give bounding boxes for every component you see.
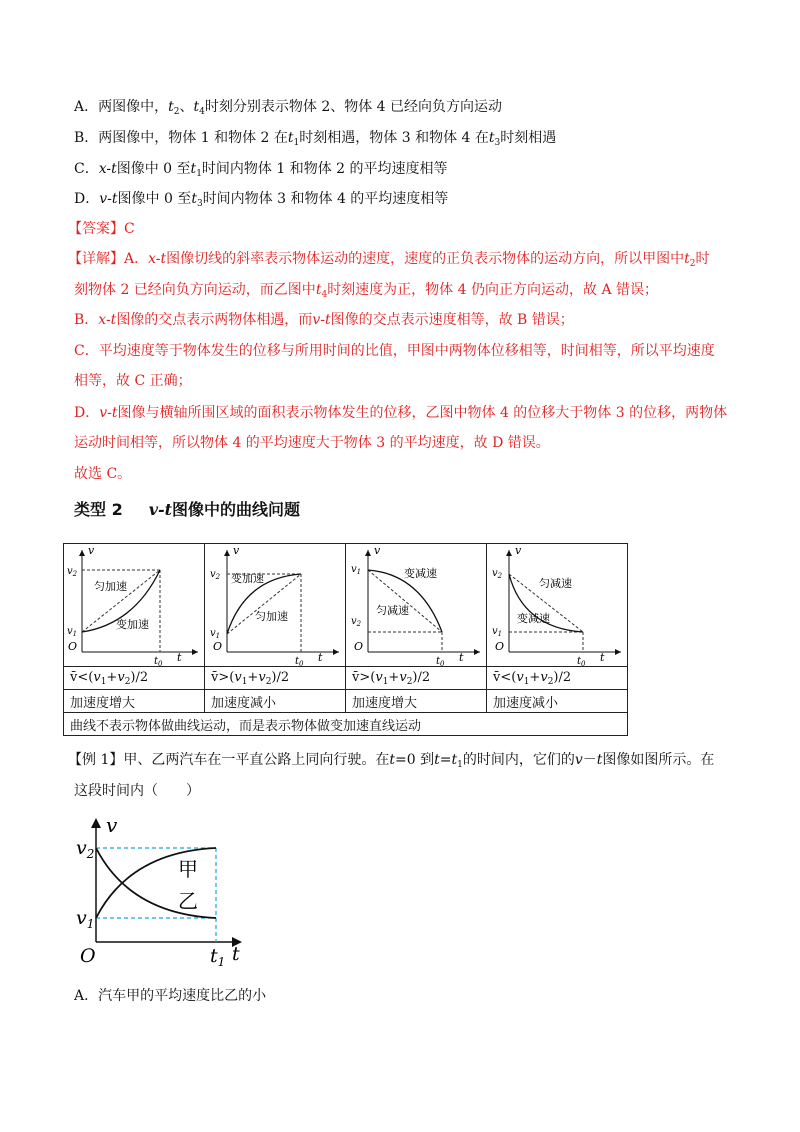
- detail-line-2: 刻物体 2 已经向负方向运动，而乙图中$t_4$时刻速度为正，物体 4 仍向正方向运动，故 A 错误；: [74, 282, 659, 300]
- section-heading: 类型 2 v-t图像中的曲线问题: [74, 500, 301, 519]
- avg-cell-2: $v̄>(v_1+v_2)/2$: [205, 667, 346, 690]
- example-vt-graph: [70, 812, 260, 967]
- svg-text:v: v: [233, 544, 240, 557]
- svg-text:v2: $v_2$: [492, 568, 503, 580]
- vt-graph-1: [64, 544, 204, 666]
- option-b: B．两图像中，物体 1 和物体 2 在$t_1$时刻相遇，物体 3 和物体 4 在$t_3$时刻相遇: [74, 130, 557, 148]
- svg-text:v: v: [106, 813, 118, 837]
- option-d: D．v-t图像中 0 至$t_3$时间内物体 3 和物体 4 的平均速度相等: [74, 191, 449, 209]
- detail-line-5: 相等，故 C 正确；: [74, 373, 192, 389]
- label-variable-accel: 变加速: [116, 618, 149, 631]
- svg-text:v2: $v_2$: [351, 616, 362, 628]
- label-uniform-accel: 匀加速: [94, 580, 127, 593]
- svg-text:v: v: [374, 544, 381, 557]
- svg-text:t0: $t_0$: [577, 656, 586, 666]
- example-1-line-2: 这段时间内（ ）: [74, 783, 200, 799]
- accel-cell-3: 加速度增大: [346, 690, 487, 713]
- svg-text:v1: $v_1$: [492, 626, 503, 638]
- accel-cell-4: 加速度减小: [487, 690, 628, 713]
- svg-text:t0: $t_0$: [154, 656, 163, 666]
- detail-line-1: 【详解】A．x-t图像切线的斜率表示物体运动的速度，速度的正负表示物体的运动方向，所以甲图中$t_2$时: [68, 251, 710, 269]
- svg-text:v: v: [515, 544, 522, 557]
- svg-text:t: t: [600, 651, 605, 664]
- graph-cell-3: [346, 544, 487, 667]
- vt-graph-3: [346, 544, 486, 666]
- label-variable-decel: 变减速: [517, 612, 550, 625]
- svg-text:O: O: [495, 640, 505, 653]
- avg-velocity-row: [64, 667, 628, 690]
- example-option-a: A．汽车甲的平均速度比乙的小: [74, 988, 267, 1004]
- accel-cell-2: 加速度减小: [205, 690, 346, 713]
- v-axis-label: v: [88, 544, 95, 557]
- svg-text:t0: $t_0$: [295, 656, 304, 666]
- note-row: [64, 713, 628, 736]
- label-variable-accel: 变加速: [231, 572, 264, 585]
- svg-text:O: O: [354, 640, 364, 653]
- svg-text:O: O: [68, 640, 78, 653]
- label-uniform-decel: 匀减速: [376, 604, 409, 617]
- note-cell: 曲线不表示物体做曲线运动，而是表示物体做变加速直线运动: [64, 713, 628, 736]
- graph-cell-4: [487, 544, 628, 667]
- label-uniform-decel: 匀减速: [539, 577, 572, 590]
- label-variable-decel: 变减速: [404, 567, 437, 580]
- detail-line-6: D．v-t图像与横轴所围区域的面积表示物体发生的位移，乙图中物体 4 的位移大于物体 3 的位移，两物体: [74, 405, 728, 421]
- svg-text:v2: $v_2$: [210, 569, 221, 581]
- svg-text:t0: $t_0$: [436, 656, 445, 666]
- label-uniform-accel: 匀加速: [255, 610, 288, 623]
- option-c: C．x-t图像中 0 至$t_1$时间内物体 1 和物体 2 的平均速度相等: [74, 161, 448, 179]
- vt-graph-4: [487, 544, 627, 666]
- accel-row: [64, 690, 628, 713]
- svg-text:t: t: [318, 651, 323, 664]
- graph-cell-1: [64, 544, 205, 667]
- vt-graph-2: [205, 544, 345, 666]
- label-jia: 甲: [178, 857, 198, 881]
- label-yi: 乙: [178, 889, 198, 913]
- svg-text:v2: $v_2$: [76, 837, 95, 861]
- example-1-line-1: 【例 1】甲、乙两汽车在一平直公路上同向行驶。在t=0 到$t=t_1$的时间内，它们的v－t图像如图所示。在: [68, 752, 715, 770]
- svg-text:v2: $v_2$: [67, 566, 78, 578]
- graph-cell-2: [205, 544, 346, 667]
- svg-text:v1: $v_1$: [67, 626, 78, 638]
- avg-cell-1: $v̄<(v_1+v_2)/2$: [64, 667, 205, 690]
- conclusion: 故选 C。: [74, 466, 132, 482]
- curve-yi: [96, 848, 216, 918]
- svg-text:t1: $t_1$: [210, 945, 226, 967]
- svg-text:v1: $v_1$: [76, 907, 95, 931]
- svg-text:O: O: [80, 945, 96, 967]
- answer: 【答案】C: [68, 221, 135, 237]
- option-a: A．两图像中，$t_2$、$t_4$时刻分别表示物体 2、物体 4 已经向负方向运动: [74, 99, 503, 117]
- avg-cell-3: $v̄>(v_1+v_2)/2$: [346, 667, 487, 690]
- detail-line-3: B．x-t图像的交点表示两物体相遇，而v-t图像的交点表示速度相等，故 B 错误；: [74, 312, 574, 328]
- curve-jia: [96, 848, 216, 918]
- detail-line-4: C．平均速度等于物体发生的位移与所用时间的比值，甲图中两物体位移相等，时间相等，所以平均速度: [74, 343, 715, 359]
- svg-text:O: O: [213, 640, 223, 653]
- svg-text:t: t: [232, 943, 240, 965]
- svg-text:v1: $v_1$: [210, 628, 221, 640]
- detail-line-7: 运动时间相等，所以物体 4 的平均速度大于物体 3 的平均速度，故 D 错误。: [74, 435, 550, 451]
- svg-text:t: t: [177, 651, 182, 664]
- vt-curve-table: [63, 543, 628, 736]
- graph-row: [64, 544, 628, 667]
- accel-cell-1: 加速度增大: [64, 690, 205, 713]
- avg-cell-4: $v̄<(v_1+v_2)/2$: [487, 667, 628, 690]
- svg-text:t: t: [459, 651, 464, 664]
- svg-text:v1: $v_1$: [351, 564, 362, 576]
